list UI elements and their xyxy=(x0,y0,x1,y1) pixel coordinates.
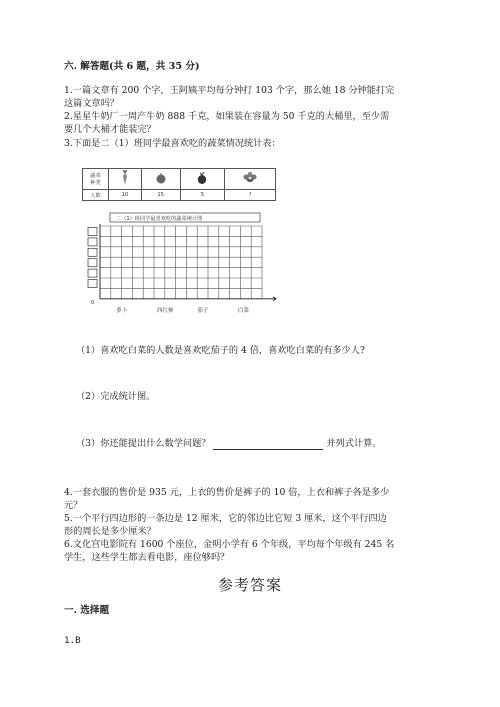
answers-title: 参考答案 xyxy=(218,576,283,594)
vegetable-bar-chart xyxy=(84,212,294,324)
y-tick-zero: 0 xyxy=(91,300,95,306)
question-3: 3.下面是二（1）班同学最喜欢吃的蔬菜情况统计表： xyxy=(64,138,281,149)
x-tick-label: 萝卜 xyxy=(116,307,128,314)
y-tick-blank-box[interactable] xyxy=(88,248,97,256)
question-3-part-3-suffix: 并列式计算。 xyxy=(326,438,382,449)
x-tick-label: 西红柿 xyxy=(156,307,174,314)
cabbage-icon xyxy=(242,171,258,185)
tomato-icon xyxy=(155,172,167,184)
table-header-vegetable: 蔬菜 种类 xyxy=(83,169,109,190)
table-cell-eggplant xyxy=(180,169,225,190)
table-cell-cabbage xyxy=(225,169,276,190)
question-5-line-2: 形的周长是多少厘米？ xyxy=(64,526,156,537)
y-tick-blank-box[interactable] xyxy=(88,269,97,277)
x-tick-label: 白菜 xyxy=(237,307,249,314)
answer-blank[interactable] xyxy=(213,439,323,450)
question-4-line-1: 4.一套衣服的售价是 935 元，上衣的售价是裤子的 10 倍，上衣和裤子各是多少 xyxy=(64,487,390,498)
table-count-tomato: 15 xyxy=(141,190,180,201)
table-count-radish: 10 xyxy=(109,190,142,201)
question-5-line-1: 5.一个平行四边形的一条边是 12 厘米，它的邻边比它短 3 厘米，这个平行四边 xyxy=(64,513,387,524)
chart-title: 二（1）班同学最喜欢吃的蔬菜统计图 xyxy=(116,216,203,222)
x-tick-label: 茄子 xyxy=(197,307,209,314)
chart-grid xyxy=(100,226,262,299)
question-2-line-1: 2.星星牛奶厂一周产牛奶 888 千克，如果装在容量为 50 千克的大桶里，至少需 xyxy=(64,111,390,122)
radish-icon xyxy=(120,170,130,186)
question-3-part-3 xyxy=(76,437,381,450)
y-tick-blank-box[interactable] xyxy=(88,259,97,267)
question-6-line-1: 6.文化宫电影院有 1600 个座位，金明小学有 6 个年级，平均每个年级有 245 名 xyxy=(64,539,395,550)
question-2-line-2: 要几个大桶才能装完？ xyxy=(64,124,156,135)
x-axis xyxy=(100,297,276,301)
y-tick-blank-box[interactable] xyxy=(88,280,97,288)
question-1-line-2: 这篇文章吗？ xyxy=(64,98,120,109)
question-3-part-1: （1）喜欢吃白菜的人数是喜欢吃茄子的 4 倍，喜欢吃白菜的有多少人? xyxy=(76,345,365,356)
answers-section-heading: 一. 选择题 xyxy=(64,605,110,616)
answer-1: 1.B xyxy=(64,635,81,646)
question-6-line-2: 学生，这些学生都去看电影，座位够吗？ xyxy=(64,552,230,563)
table-count-eggplant: 5 xyxy=(180,190,225,201)
table-cell-radish xyxy=(109,169,142,190)
vegetable-table xyxy=(82,168,276,201)
y-tick-blank-box[interactable] xyxy=(88,238,97,246)
table-count-cabbage: ? xyxy=(225,190,276,201)
question-1-line-1: 1.一篇文章有 200 个字，王阿姨平均每分钟打 103 个字，那么她 18 分钟能打完 xyxy=(64,85,395,96)
question-4-line-2: 元？ xyxy=(64,500,83,511)
x-axis-labels xyxy=(116,306,249,314)
table-header-count: 人数 xyxy=(83,190,109,201)
chart-axes xyxy=(100,224,276,301)
eggplant-icon xyxy=(195,171,209,185)
y-axis-blank-boxes xyxy=(88,228,97,288)
question-3-part-2: （2）完成统计图。 xyxy=(76,391,156,402)
y-tick-blank-box[interactable] xyxy=(88,228,97,236)
section-heading: 六. 解答题(共 6 题，共 35 分) xyxy=(64,61,200,72)
question-3-part-3-prompt: （3）你还能提出什么数学问题？ xyxy=(76,438,211,449)
table-cell-tomato xyxy=(141,169,180,190)
